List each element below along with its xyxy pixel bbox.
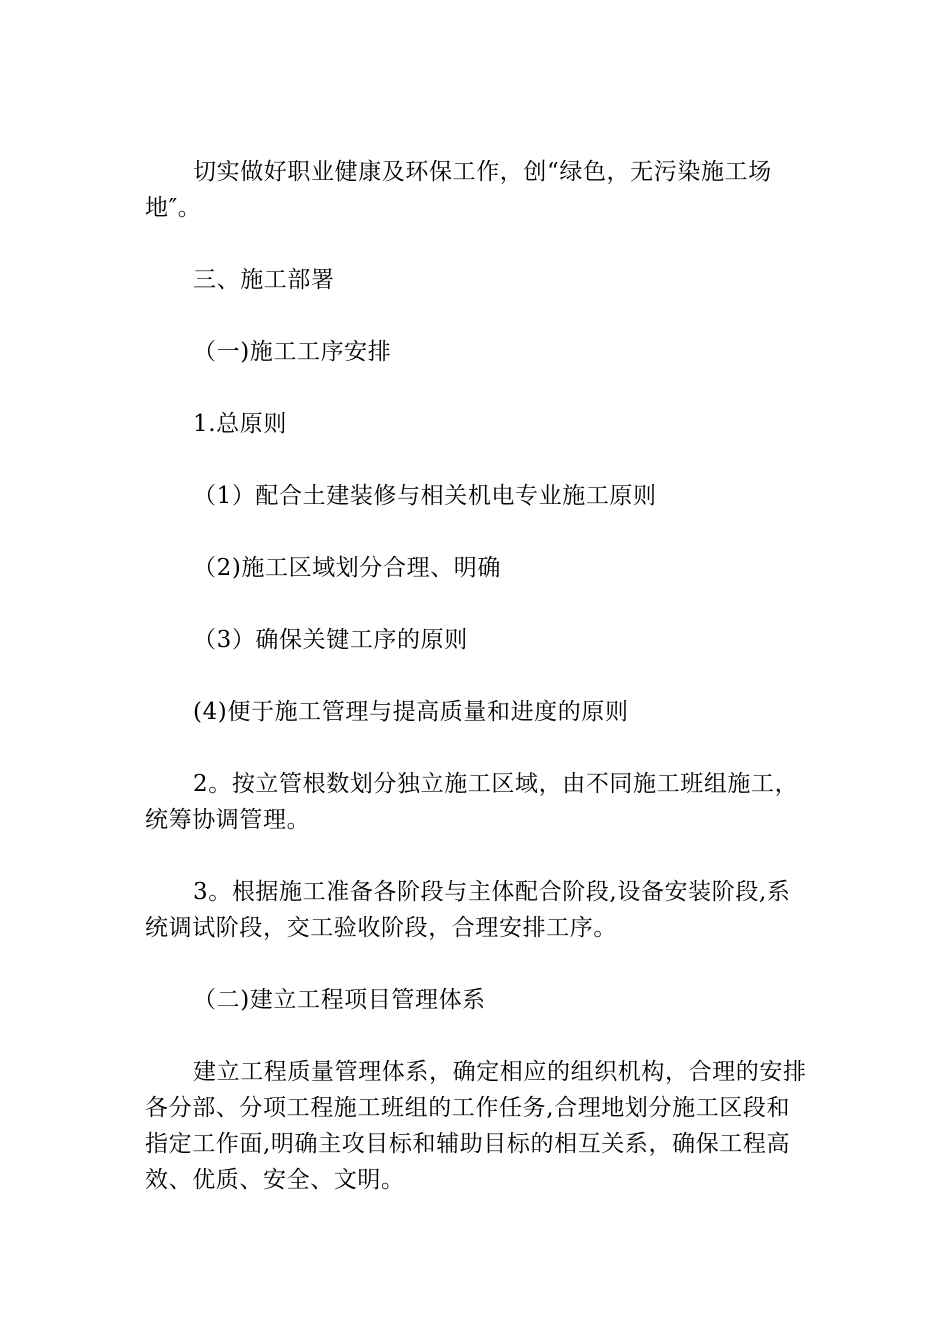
subsection-heading-process-arrangement: （一)施工工序安排 xyxy=(193,339,392,365)
paragraph-item-2: 2。按立管根数划分独立施工区域，由不同施工班组施工，统筹协调管理。 xyxy=(145,771,799,833)
heading-general-principles: 1.总原则 xyxy=(193,411,287,437)
section-heading-construction-deployment: 三、施工部署 xyxy=(193,267,335,293)
principle-item-3: （3）确保关键工序的原则 xyxy=(193,627,468,653)
principle-item-4: (4)便于施工管理与提高质量和进度的原则 xyxy=(193,699,629,725)
paragraph-item-3: 3。根据施工准备各阶段与主体配合阶段,设备安装阶段,系统调试阶段，交工验收阶段，合理安排工序。 xyxy=(145,879,791,941)
principle-item-1: （1）配合土建装修与相关机电专业施工原则 xyxy=(193,483,657,509)
subsection-heading-management-system: （二)建立工程项目管理体系 xyxy=(193,987,486,1013)
paragraph-management-system: 建立工程质量管理体系，确定相应的组织机构，合理的安排各分部、分项工程施工班组的工作任务,合理地划分施工区段和指定工作面,明确主攻目标和辅助目标的相互关系，确保工程高效、优质、安全、文明。 xyxy=(145,1059,807,1193)
paragraph-environment: 切实做好职业健康及环保工作，创“绿色，无污染施工场地″。 xyxy=(145,159,772,221)
principle-item-2: （2)施工区域划分合理、明确 xyxy=(193,555,502,581)
